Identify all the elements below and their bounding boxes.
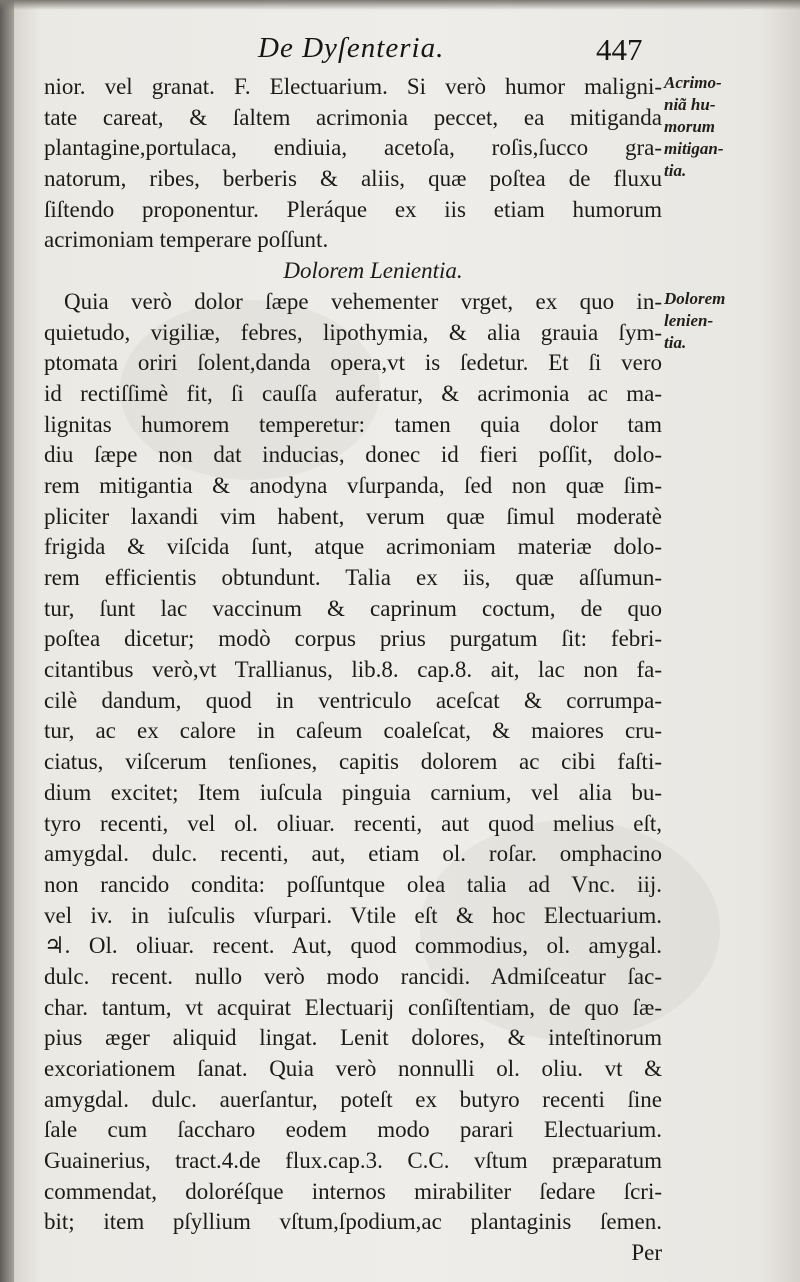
text-line: amygdal. dulc. auerſantur, poteſt ex butyro recenti ſine bbox=[44, 1086, 662, 1112]
text-line: natorum, ribes, berberis & aliis, quæ poſtea de fluxu bbox=[44, 166, 662, 192]
text-line: tur, ac ex calore in caſeum coaleſcat, & maiores cru- bbox=[44, 718, 662, 744]
running-head bbox=[0, 30, 800, 70]
text-line: commendat, doloréſque internos mirabiliter ſedare ſcri- bbox=[44, 1178, 662, 1204]
page-number: 447 bbox=[596, 32, 643, 67]
text-line: bit; item pſyllium vſtum,ſpodium,ac plantaginis ſemen. bbox=[44, 1209, 662, 1235]
catchword: Per bbox=[631, 1240, 662, 1266]
text-line: dulc. recent. nullo verò modo rancidi. Admiſceatur ſac- bbox=[44, 963, 662, 989]
text-line: Guainerius, tract.4.de flux.cap.3. C.C. vſtum præparatum bbox=[44, 1148, 662, 1174]
margin-note-line: morum bbox=[664, 117, 716, 136]
page-title: De Dyſenteria. bbox=[258, 32, 445, 64]
text-line: tur, ſunt lac vaccinum & caprinum coctum, de quo bbox=[44, 595, 662, 621]
text-line: rem efficientis obtundunt. Talia ex iis, quæ aſſumun- bbox=[44, 565, 662, 590]
text-line: citantibus verò,vt Trallianus, lib.8. cap.8. ait, lac non fa- bbox=[44, 657, 662, 683]
text-line: amygdal. dulc. recenti, aut, etiam ol. roſar. omphacino bbox=[44, 841, 662, 867]
margin-note-line: lenien- bbox=[664, 311, 714, 330]
margin-note-line: Acrimo- bbox=[664, 73, 722, 92]
section-heading: Dolorem Lenientia. bbox=[283, 258, 463, 284]
margin-note-dolorem bbox=[664, 288, 794, 354]
page-gutter-shadow bbox=[0, 0, 14, 1282]
text-line: char. tantum, vt acquirat Electuarij conſiſtentiam, de quo ſæ- bbox=[44, 994, 662, 1020]
text-line: ſale cum ſaccharo eodem modo parari Electuarium. bbox=[44, 1117, 662, 1143]
body-text bbox=[44, 72, 662, 1269]
margin-note-line: tia. bbox=[664, 333, 687, 352]
text-line: pius æger aliquid lingat. Lenit dolores, & inteſtinorum bbox=[44, 1025, 662, 1051]
text-line: ♃. Ol. oliuar. recent. Aut, quod commodius, ol. amygal. bbox=[44, 933, 662, 959]
text-line: vel iv. in iuſculis vſurpari. Vtile eſt & hoc Electuarium. bbox=[44, 902, 662, 928]
text-line: tyro recenti, vel ol. oliuar. recenti, aut quod melius eſt, bbox=[44, 810, 662, 836]
text-line: ciatus, viſcerum tenſiones, capitis dolorem ac cibi faſti- bbox=[44, 749, 662, 775]
margin-note-line: tia. bbox=[664, 161, 687, 180]
text-line: quietudo, vigiliæ, febres, lipothymia, & alia grauia ſym- bbox=[44, 319, 662, 345]
text-line: nior. vel granat. F. Electuarium. Si verò humor maligni- bbox=[44, 74, 662, 99]
text-line: frigida & viſcida ſunt, atque acrimoniam materiæ dolo- bbox=[44, 534, 662, 560]
text-line: acrimoniam temperare poſſunt. bbox=[44, 227, 329, 253]
margin-note-line: mitigan- bbox=[664, 139, 724, 158]
text-line: plantagine,portulaca, endiuia, acetoſa, roſis,ſucco gra- bbox=[44, 135, 662, 161]
page-top-shadow bbox=[0, 0, 800, 10]
text-line: ſiſtendo proponentur. Pleráque ex iis etiam humorum bbox=[44, 196, 662, 222]
margin-note-line: niã hu- bbox=[664, 95, 716, 114]
text-line: excoriationem ſanat. Quia verò nonnulli ol. oliu. vt & bbox=[44, 1056, 662, 1081]
text-line: tate careat, & ſaltem acrimonia peccet, ea mitiganda bbox=[44, 104, 662, 130]
text-line: Quia verò dolor ſæpe vehementer vrget, ex quo in- bbox=[64, 288, 662, 314]
text-line: ptomata oriri ſolent,danda opera,vt is ſedetur. Et ſi vero bbox=[44, 350, 662, 376]
text-line: id rectiſſimè fit, ſi cauſſa auferatur, & acrimonia ac ma- bbox=[44, 380, 662, 406]
text-line: rem mitigantia & anodyna vſurpanda, ſed non quæ ſim- bbox=[44, 472, 662, 498]
text-line: dium excitet; Item iuſcula pinguia carnium, vel alia bu- bbox=[44, 779, 662, 805]
text-line: cilè dandum, quod in ventriculo aceſcat & corrumpa- bbox=[44, 687, 662, 713]
margin-note-acrimonia bbox=[664, 72, 794, 182]
margin-note-line: Dolorem bbox=[664, 289, 726, 308]
text-line: pliciter laxandi vim habent, verum quæ ſimul moderatè bbox=[44, 503, 662, 529]
text-line: non rancido condita: poſſuntque olea talia ad Vnc. iij. bbox=[44, 871, 662, 897]
text-line: poſtea dicetur; modò corpus prius purgatum ſit: febri- bbox=[44, 626, 662, 652]
text-line: diu ſæpe non dat inducias, donec id fieri poſſit, dolo- bbox=[44, 442, 662, 468]
text-line: lignitas humorem temperetur: tamen quia dolor tam bbox=[44, 411, 662, 437]
